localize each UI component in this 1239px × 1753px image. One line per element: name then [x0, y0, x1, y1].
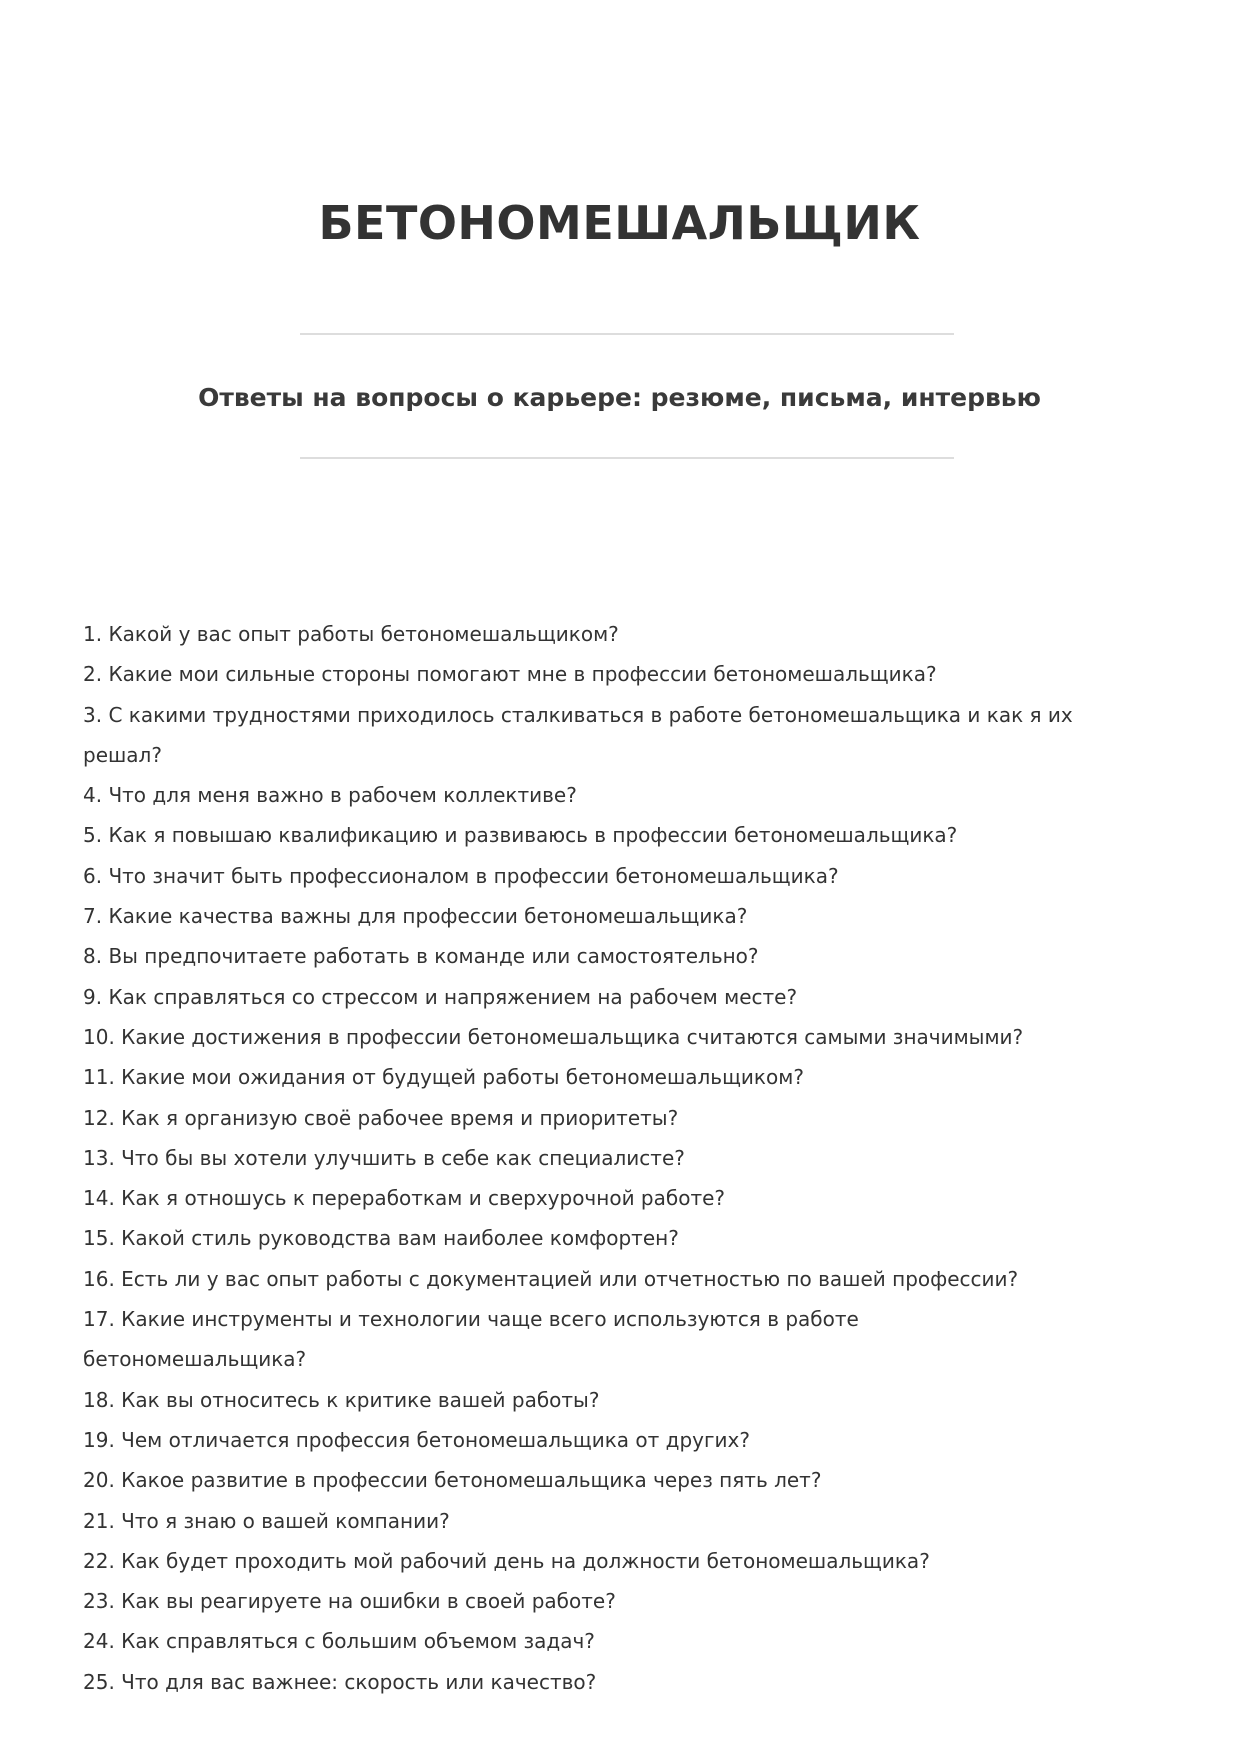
question-item	[83, 775, 1183, 815]
question-item	[83, 977, 1183, 1017]
question-item	[83, 614, 1183, 654]
question-item	[83, 695, 1183, 776]
question-item	[83, 1299, 1183, 1380]
question-item	[83, 1218, 1183, 1258]
question-item	[83, 1057, 1183, 1097]
question-text: 12. Как я организую своё рабочее время и приоритеты?	[83, 1105, 679, 1130]
question-text: 1. Какой у вас опыт работы бетономешальщиком?	[83, 622, 619, 646]
question-text: 9. Как справляться со стрессом и напряжением на рабочем месте?	[83, 984, 798, 1009]
question-text: 18. Как вы относитесь к критике вашей работы?	[83, 1387, 600, 1412]
question-text: 11. Какие мои ожидания от будущей работы бетономешальщиком?	[83, 1065, 804, 1090]
question-text: 16. Есть ли у вас опыт работы с документацией или отчетностью по вашей профессии?	[83, 1266, 1019, 1291]
question-text: 13. Что бы вы хотели улучшить в себе как специалисте?	[83, 1145, 685, 1170]
question-text: 2. Какие мои сильные стороны помогают мне в профессии бетономешальщика?	[83, 662, 937, 687]
divider-bottom	[300, 457, 954, 459]
question-item	[83, 1380, 1183, 1420]
question-item	[83, 1178, 1183, 1218]
question-text: 6. Что значит быть профессионалом в профессии бетономешальщика?	[83, 863, 839, 888]
questions-list	[83, 614, 1183, 1702]
question-text: 25. Что для вас важнее: скорость или качество?	[83, 1669, 597, 1694]
question-item	[83, 896, 1183, 936]
question-text: 3. С какими трудностями приходилось сталкиваться в работе бетономешальщика и как я их	[83, 702, 1073, 727]
question-text: решал?	[83, 742, 162, 767]
question-item	[83, 1460, 1183, 1500]
question-text: 8. Вы предпочитаете работать в команде или самостоятельно?	[83, 944, 759, 969]
question-item	[83, 1621, 1183, 1661]
page-subtitle: Ответы на вопросы о карьере: резюме, письма, интервью	[198, 383, 1041, 412]
question-text: 4. Что для меня важно в рабочем коллективе?	[83, 783, 577, 808]
question-text: 22. Как будет проходить мой рабочий день на должности бетономешальщика?	[83, 1548, 930, 1573]
question-item	[83, 1501, 1183, 1541]
question-item	[83, 1581, 1183, 1621]
question-item	[83, 815, 1183, 855]
question-item	[83, 856, 1183, 896]
question-text: 17. Какие инструменты и технологии чаще всего используются в работе	[83, 1307, 859, 1332]
page-title: БЕТОНОМЕШАЛЬЩИК	[318, 196, 921, 250]
question-item	[83, 1541, 1183, 1581]
question-text: 5. Как я повышаю квалификацию и развиваюсь в профессии бетономешальщика?	[83, 823, 958, 848]
question-text: 15. Какой стиль руководства вам наиболее комфортен?	[83, 1226, 679, 1251]
divider-top	[300, 333, 954, 335]
question-text: 19. Чем отличается профессия бетономешальщика от других?	[83, 1427, 750, 1452]
question-text: 23. Как вы реагируете на ошибки в своей работе?	[83, 1589, 616, 1614]
question-text: бетономешальщика?	[83, 1347, 307, 1372]
question-text: 24. Как справляться с большим объемом задач?	[83, 1629, 595, 1654]
question-text: 20. Какое развитие в профессии бетономешальщика через пять лет?	[83, 1468, 822, 1493]
question-item	[83, 1420, 1183, 1460]
question-item	[83, 654, 1183, 694]
question-text: 7. Какие качества важны для профессии бетономешальщика?	[83, 904, 748, 929]
question-item	[83, 1098, 1183, 1138]
question-text: 10. Какие достижения в профессии бетономешальщика считаются самыми значимыми?	[83, 1024, 1024, 1049]
question-text: 14. Как я отношусь к переработкам и сверхурочной работе?	[83, 1186, 726, 1211]
question-item	[83, 1017, 1183, 1057]
question-item	[83, 936, 1183, 976]
question-item	[83, 1138, 1183, 1178]
question-item	[83, 1662, 1183, 1702]
question-text: 21. Что я знаю о вашей компании?	[83, 1508, 450, 1533]
question-item	[83, 1259, 1183, 1299]
